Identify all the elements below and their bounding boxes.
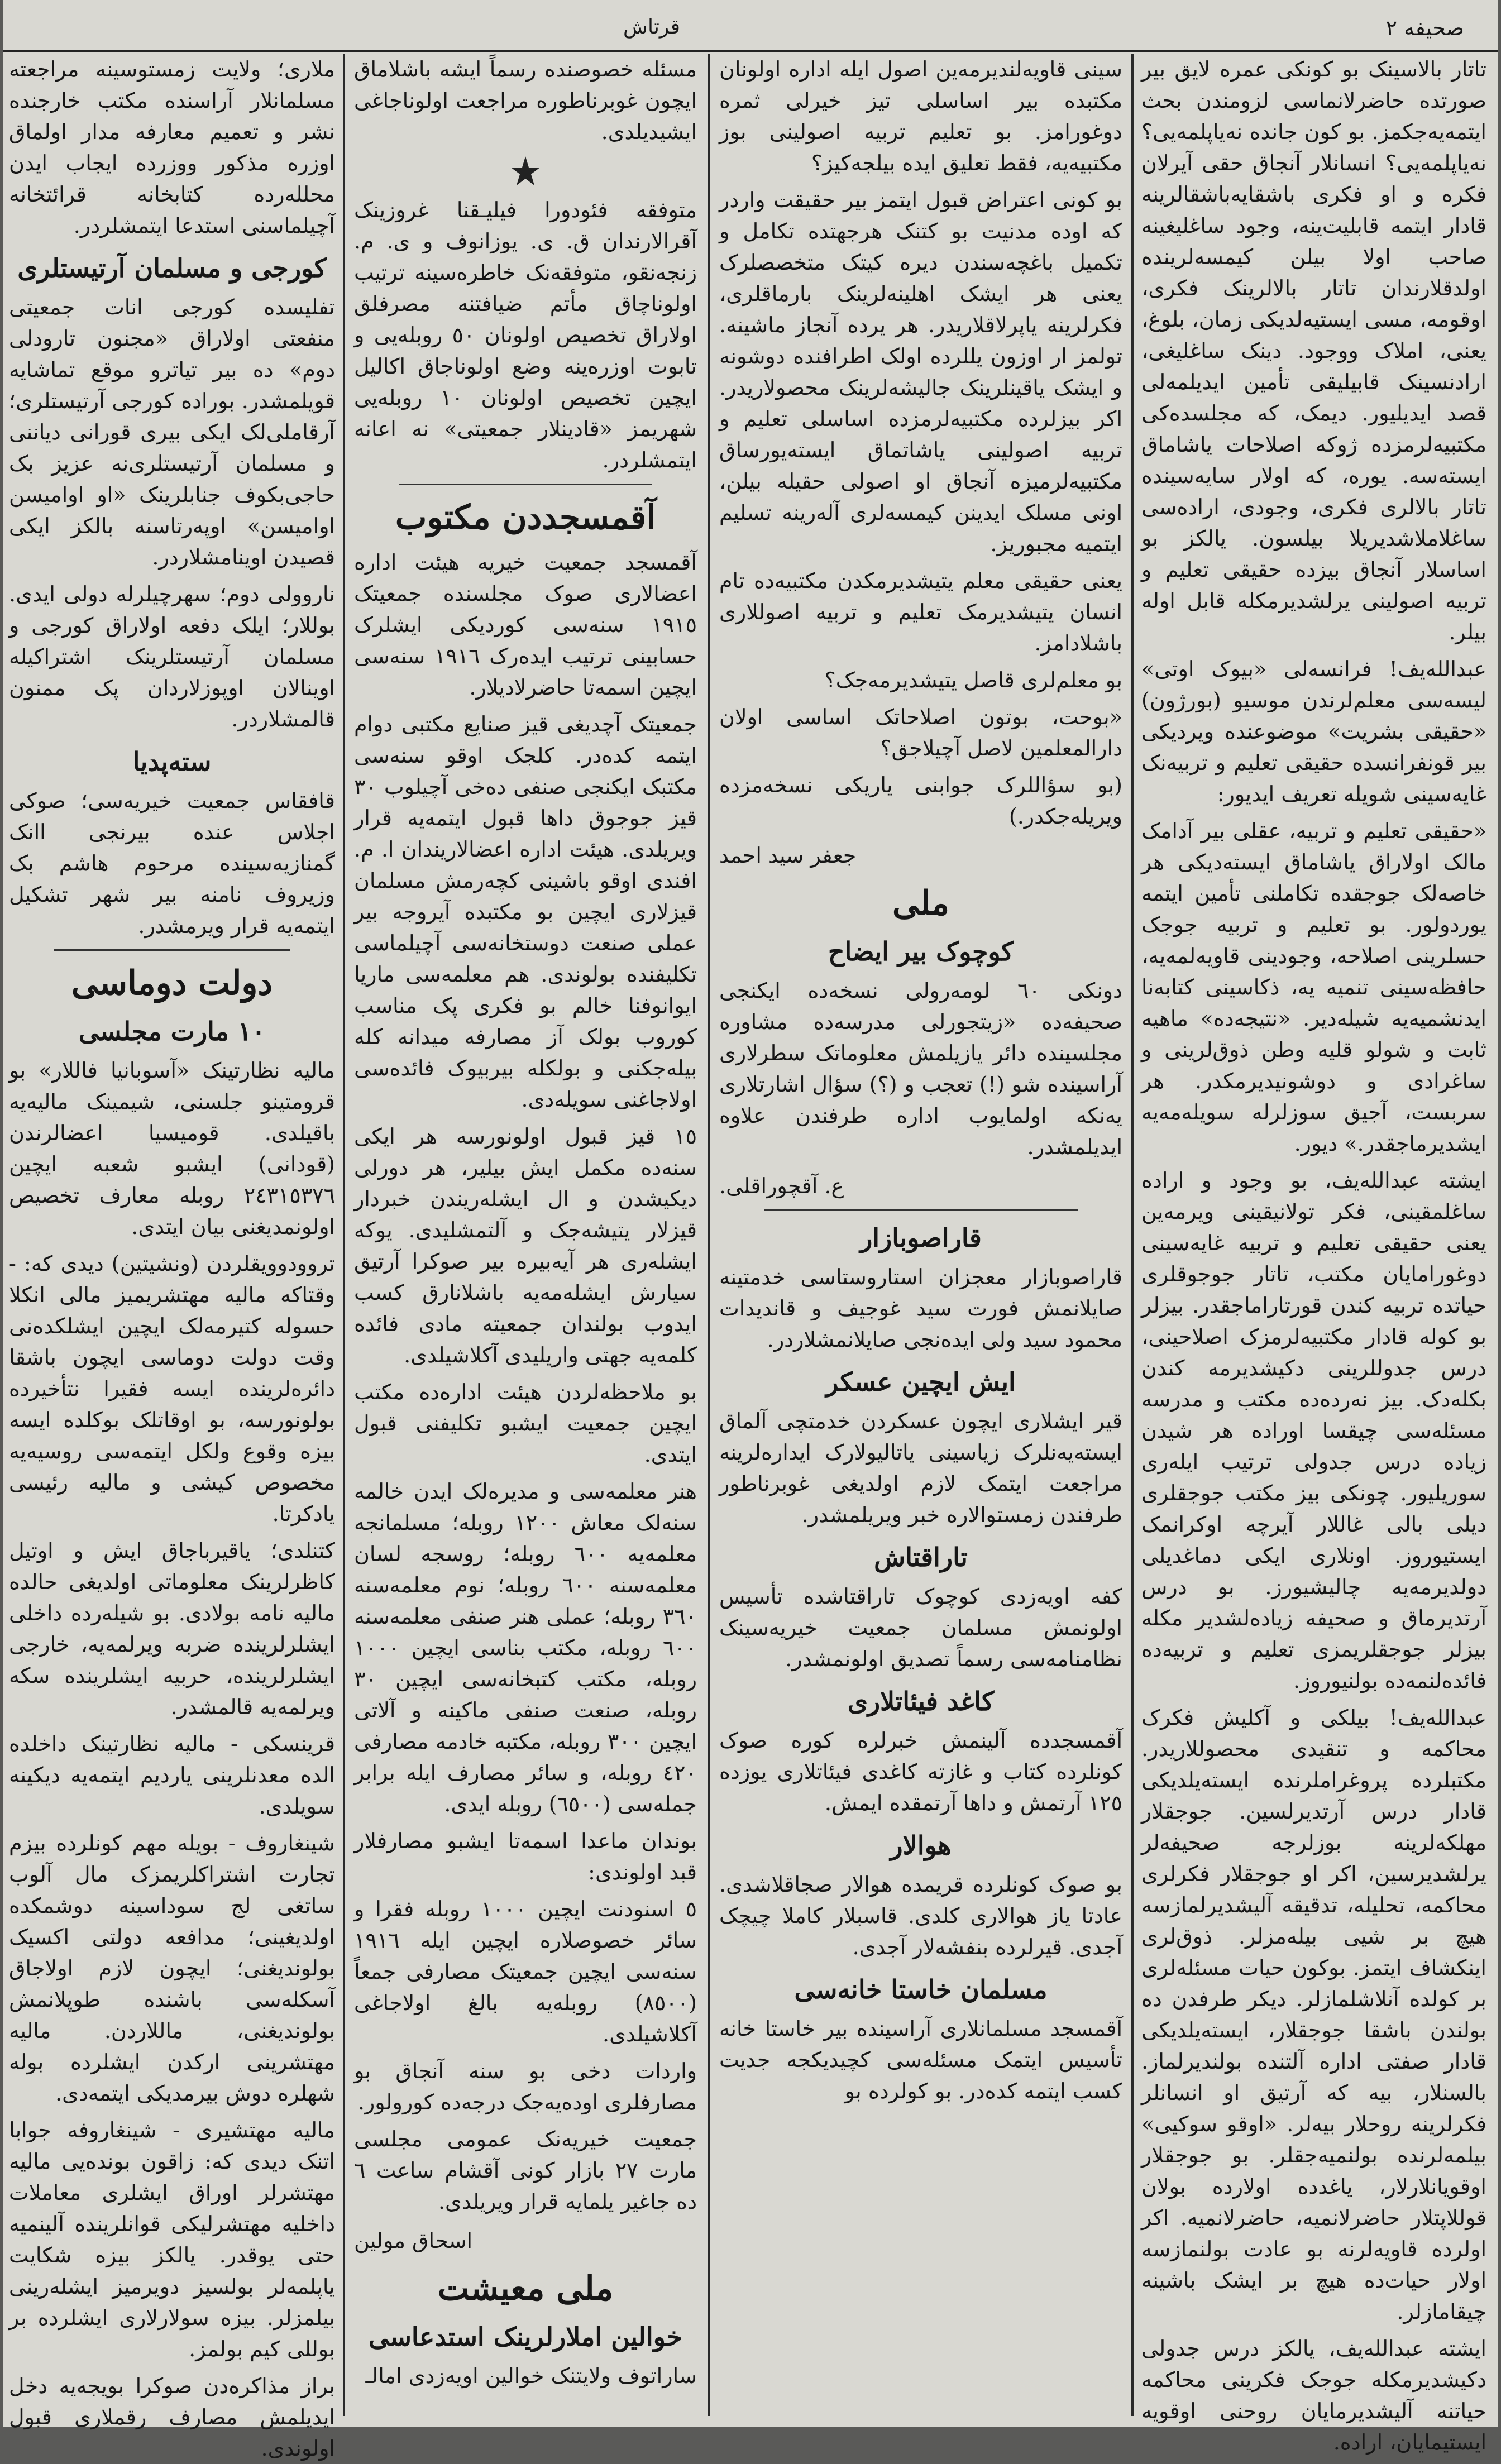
page-header — [3, 0, 1498, 52]
duma-paragraph-1: مالیه نظارتینک «آسوبانیا فاللار» بو قرومتینو جلسنی، شیمینک مالیه‌یه باقیلدی. قومیسیا اعضالرندن (قودانی) ایشبو شعبه ایچین ٢٤٣١٥٣٧٦ روبله معارف تخصیص اولونمدیغنی بیان ایتدی. — [9, 1058, 335, 1239]
duma-paragraph-7: براز مذاکره‌دن صوکرا بویجه‌یه دخل ایدیلمش مصارف رقملاری قبول اولوندی. — [9, 2374, 335, 2461]
ornament-heading: ملی — [892, 884, 949, 923]
col4-paragraph-1: ملاری؛ ولایت زمستوسینه مراجعته مسلمانلار آراسنده مکتب خارجنده نشر و تعمیم معارفه مدار اولماق اوزره مذکور ووزرده ایجاب ایدن محلله‌رده کتابخانه قرائتخانه آچیلماسنی استدعا ایتمشلردر. — [9, 57, 335, 238]
letter-paragraph-7: ٥ اسنودنت ایچین ١٠٠٠ روبله فقرا و سائر خصوصلاره ایچین ایله ١٩١٦ سنه‌سی ایچین جمعیتک مصارفی جمعاً (٨٥٠٠) روبله‌یه بالغ اولاجاغی آکلاشیلدی. — [354, 1897, 697, 2046]
national-economy-title: ملی معیشت — [437, 2269, 614, 2308]
soldier-text: قیر ایشلاری ایچون عسکردن خدمتچی آلماق ایسته‌یه‌نلرک زیاسینی یاتالیولارک ایداره‌لرینه مراجعت ایتمک لازم اولدیغی غوبرنا‌طور طرفندن زمستوالاره خبر ویریلمشدر. — [719, 1409, 1122, 1527]
col1-paragraph-5: عبدالله‌یف! بیلکی و آکلیش فکرک محاکمه و تنقیدی محصوللاریدر. مکتبلرده پروغراملرنده ایسته‌یلدیکی قادار درس آرتدیرلسین. جوجقلار مهلکه‌لرینه بوزلرجه صحیفه‌لر یرلشدیرسین، اکر او جوجقلار فکرلری محاکمه، تحلیله، تدقیقه آلیشدیرلمازسه هیچ بر شیی بیله‌مزلر. ذوق‌لری اینکشاف ایتمز. بوکون حیات مسئله‌لری بر کولده آنلاشلمازلر. دیکر طرفدن ده بولندن باشقا جوجقلار، ایسته‌یلدیکی قادار صفتی اداره آلتنده بولندیرلماز. بالسنلار، بیه که آرتیق او انسانلر فکرلرینه روحلار بیه‌لر. «اوقو سوکیی» بیلمه‌لرنده بولنمیه‌جقلر. بو جوجقلار اوقویانلارلار، یاغدده اولارده بولان قوللاپتلار حاضرلانمیه، حاضرلانمیه. اکر اولرده قاویه‌لرنه بو عادت بولنمازسه اولار حیات‌ده هیچ بر ایشک باشینه چیقامازلر. — [1141, 1705, 1486, 2324]
section-divider — [54, 949, 290, 951]
section-divider — [764, 1209, 1078, 1211]
decorative-star-icon — [509, 154, 542, 188]
letter-title: آقمسجددن مکتوب — [395, 498, 656, 537]
letter-signature: اسحاق مولین — [354, 2228, 473, 2253]
georgian-artists-text: تفلیسده کورجی انات جمعیتی منفعتی اولاراق «مجنون تارودلی دوم» ده بیر تیاترو موقع تماشایه قویلمشدر. بو‌راده کورجی آرتیستلری؛ آرقاملی‌لک ایکی بیری قورانی دیاننی و مسلمان آرتیستلری‌نه عزیز بک حاجی‌بکوف جنابلرینک «او اوامیسن اوامیسن» اوپه‌رتاسنه بالکز ایکی قصیدن اوینامشلاردر. — [9, 295, 335, 570]
taraktash-title: تاراقتاش — [874, 1542, 968, 1572]
column-1 — [1141, 54, 1486, 2455]
paper-prices-text: آقمسجدده آلینمش خبرلره کوره صوک کونلرده کتاب و غازته کاغدی فیئاتلاری یوزده ١٢٥ آرتمش و داها آرتمقده ایمش. — [719, 1728, 1122, 1815]
duma-paragraph-3: کتنلدی؛ یاقیرباجاق ایش و اوتیل کاظرلرینک معلوماتی اولدیغی حالده مالیه نامه بولادی. بو شیله‌رده داخلی ایشلرلرینده ضربه ویرلمه‌یه، خارجی ایشلرلرینده، حربیه ایشلرینده سکه ویرلمه‌یه قالمشدر. — [9, 1538, 335, 1719]
col1-paragraph-6: ایشته عبدالله‌یف، یالکز درس جدولی دکیشدیرمکله جوجک فکرینی محاکمه حیاتنه آلیشدیرمایان روحنی اوقویه ایستیمایان، اراده. — [1141, 2336, 1486, 2455]
taraktash-text: کفه اویه‌زدی کوچوک تاراقتاشده تأسیس اولونمش مسلمان جمعیت خیریه‌سینک نظامنامه‌سی رسماً تصدیق اولونمشدر. — [719, 1584, 1122, 1671]
hospital-text: آقمسجد مسلمانلاری آراسینده بیر خاستا خانه تأسیس ایتمک مسئله‌سی کچیدیکجه جدیت کسب ایتمه کده‌در. بو کولرده بو — [719, 2016, 1122, 2103]
duma-paragraph-4: قرینسکی - مالیه نظارتینک داخلده الده معدنلرینی یاردیم ایتمه‌یه دیکینه سویلدی. — [9, 1731, 335, 1819]
clarification-signature: ع. آقچوراقلی. — [719, 1174, 844, 1198]
column-3 — [354, 54, 697, 2416]
duma-paragraph-2: تروودوویقلردن (ونشیتین) دیدی که: - وقتاکه مالیه مهتشریمیز مالی انکلا حسوله کتیرمه‌لک ایچین ایشلکده‌نی وقت دولت دوماسی ایچون باشقا دائره‌لرینده ایسه فقیرا نتأخیرده بولونورسه، بو اوقاتلک بوکلده ایسه بیزه وقوع ولکل ایتمه‌سی روسیه‌یه مخصوص کیشی و مالیه رئیسی یادکرتا. — [9, 1251, 335, 1526]
state-duma-title: دولت دوماسی — [71, 964, 273, 1003]
page-number: صحیفه ٢ — [1385, 16, 1464, 40]
weather-text: بو صوک کونلرده قریمده هوالار صجاقلاشدی. عادتا یاز هوالاری کلدی. قاسبلار کاملا چیچک آجدی. قیرلرده بنفشه‌لار آجدی. — [719, 1872, 1122, 1959]
georgian-artists-text-2: ناروولی دوم؛ سهرچیلرله دولی ایدی. بوللار؛ ایلک دفعه اولاراق کورجی و مسلمان آرتیستلرینک اشتراکیله اوینالان اوپوزلاردان پک ممنون قالمشلاردر. — [9, 582, 335, 731]
col2-paragraph-4: بو معلم‌لری قاصل یتیشدیرمه‌جک؟ — [824, 668, 1122, 692]
karasubazar-text: قاراصوبازار معجزان استاروستاسی خدمتینه صایلانمش فورت سید غوجیف و قاندیدات محمود سید ولی ایده‌نجی صایلانمشلاردر. — [719, 1265, 1122, 1352]
duma-paragraph-5: شینغاروف - بویله مهم کونلرده بیزم تجارت اشتراکلریمزک مال آلوب ساتغی لج سوداسینه دوشمکده اولدیغینی؛ مدافعه دولتی اکسیک بولوندیغنی؛ ایچون لازم اولاجاق آسکله‌سی باشنده طوپلانمش بولوندیغنی، ماللاردن. مالیه مهتشرینی ارکدن ایشلرده بوله شهلره دوش بیرمدیکی ایتمه‌دی. — [9, 1831, 335, 2106]
clarification-title: کوچوک بیر ایضاح — [828, 936, 1014, 967]
hospital-title: مسلمان خاستا خانه‌سی — [794, 1974, 1048, 2004]
sevastopol-title: سته‌پدیا — [132, 747, 212, 777]
col2-paragraph-3: یعنی حقیقی معلم یتیشدیرمکدن مکتبیه‌ده تام انسان یتیشدیرمک تعلیم و تربیه اصوللاری باشلادامز. — [719, 568, 1122, 656]
georgian-artists-title: کورجی و مسلمان آرتیستلری — [17, 253, 327, 283]
newspaper-name: قرتاش — [623, 16, 681, 39]
sevastopol-text: قافقاس جمعیت خیریه‌سی؛ صوکی اجلاس عنده بیرنجی اانک گمنازیه‌سینده مرحوم هاشم بک وزیروف نامنه بیر شهر تشکیل ایتمه‌یه قرار ویرمشدر. — [9, 788, 335, 938]
col2-paragraph-1: سینی قاویه‌لندیرمه‌ین اصول ایله اداره اولونان مکتبده بیر اساسلی تیز خیرلی ثمره دوغورامز. بو تعلیم تربیه اصولینی بوز مکتبیه‌یه، فقط تعلیق ایده بیلجه‌کیز؟ — [719, 57, 1122, 175]
column-4 — [9, 54, 335, 2461]
clarification-text: دونکی ٦٠ لومه‌رولی نسخه‌ده ایکنجی صحیفه‌ده «زیتجورلی مدرسه‌ده مشاوره مجلسینده دائر یازیلمش معلوماتک سطرلاری آراسینده شو (!) تعجب و (؟) سؤال اشارتلاری یه‌نکه اولمایوب اداره طرفندن علاوه ایدیلمشدر. — [719, 978, 1122, 1159]
col1-paragraph-2: عبدالله‌یف! فرانسه‌لی «بیوک اوتی» لیسه‌سی معلم‌لرندن موسیو (بورژون) «حقیقی بشریت» موضوعنده ویردیکی بیر قونفرانسده حقیقی تعلیم و تربیه‌نک غایه‌سینی شویله تعریف ایدیور: — [1141, 657, 1486, 806]
section-divider — [399, 484, 652, 485]
khvalyn-petition-text: ساراتوف ولایتنک خوالین اویه‌زدی امالـ — [365, 2363, 697, 2388]
col3-paragraph-2: متوفقه فئودورا فیلیـقنا غروزینک آقرالارندان ق. ی. یوزانوف و ی. م. زنجه‌نقو، متوفقه‌نک خاطره‌سینه ترتیب اولوناچاق مأتم ضیافتنه مصرفلق اولاراق تخصیص اولونان ٥٠ روبله‌یی و تابوت اوزره‌ینه وضع اولوناجاق اکالیل ایچین تخصیص اولونان ١٠ روبله‌یی شهریمز «قادینلار جمعیتی» نه اعانه ایتمشلردر. — [354, 198, 697, 472]
letter-paragraph-2: جمعیتک آچدیغی قیز صنایع مکتبی دوام ایتمه کده‌در. کلجک اوقو سنه‌سی مکتبک ایکنجی صنفی ده‌خی آچیلوب ٣٠ قیز جوجوق داها قبول ایتمه‌یه قرار ویریلدی. هیئت اداره اعضالاریندان ا. م. افندی اوقو باشینی کچه‌رمش مسلمان قیزلاری ایچین بو مکتبده آیروجه بیر عملی صنعت دوستخانه‌سی آچیلماسی تکلیفنده بولوندی. هم معلمه‌سی ماریا ایوانوفنا خالم بو فکری پک مناسب کوروب بولک آز مصارفه میدانه کله بیله‌جکنی و بولکله بیربیوک فائده‌سی اولاجاغنی سویله‌دی. — [354, 712, 697, 1112]
article-author: جعفر سید احمد — [719, 843, 857, 868]
col2-paragraph-6: (بو سؤاللرک جوابنی یاریکی نسخه‌مزده ویریله‌جکدر.) — [719, 773, 1122, 829]
weather-title: هوالار — [890, 1830, 952, 1860]
letter-paragraph-3: ١٥ قیز قبول اولونورسه هر ایکی سنه‌ده مکمل ایش بیلیر، هر دورلی دیکیشدن و ال ایشله‌ریندن خبردار قیزلار یتیشه‌جک و آلتمشلیدی. یوکه ایشله‌ری هر آیه‌بیره بیر صوکرا آرتیق سیارش ایشله‌مه‌یه باشلانارق کسب ایدوب بولندان جمعیته مادی فائده کلمه‌یه جهتی واریلیدی آکلاشیلدی. — [354, 1124, 697, 1367]
duma-session-date: ١٠ مارت مجلسی — [78, 1016, 266, 1046]
column-divider — [708, 54, 710, 2416]
paper-prices-title: کاغد فیئاتلاری — [847, 1686, 995, 1716]
letter-paragraph-1: آقمسجد جمعیت خیریه هیئت اداره اعضالاری صوک مجلسنده جمعیتک ١٩١٥ سنه‌سی کوردیکی ایشلرک حسابینی ترتیب ایده‌رک ١٩١٦ سنه‌سی ایچین اسمه‌تا حاضرلادیلار. — [354, 550, 697, 700]
col3-paragraph-1: مسئله خصوصنده رسماً ایشه باشلاماق ایچون غوبرناطوره مراجعت اولوناجاغی ایشیدیلدی. — [354, 57, 697, 144]
column-divider — [343, 54, 345, 2416]
soldier-title: ایش ایچین عسکر — [826, 1367, 1016, 1397]
col2-paragraph-5: «بوحت، بوتون اصلاحاتک اساسی اولان دارالمعلمین لاصل آچیلاجق؟ — [719, 705, 1122, 760]
karasubazar-title: قاراصوبازار — [860, 1223, 982, 1253]
col1-paragraph-3: «حقیقی تعلیم و تربیه، عقلی بیر آدامک مالک اولاراق یاشاماق ایسته‌دیکی هر خاصه‌لک جوجقده تکاملنی تأمین ایتمه یوردولور. بو تعلیم و تربیه جوجک حسلرینی اصلاحه، وجودینی قاویه‌لمه‌یه، حافظه‌سینی تنمیه یه، ذکاسینی کتابه‌نا ایدنشمیه‌یه شیله‌دیر. «نتیجه‌ده» ماهیه ثابت و شولو قلیه وطن ذوق‌لرینی و ساغرادی و دوشونیدیرمکدر. هر سربست، آجیق سوزلرله سویله‌مه‌یه ایشدیرماجقدر.» دیور. — [1141, 819, 1486, 1156]
column-divider — [1131, 54, 1134, 2416]
col1-paragraph-1: تاتار بالاسینک بو کونکی عمره لایق بیر صورتده حاضرلانماسی لزومندن بحث ایتمه‌یه‌جکمز. بو کون جانده نه‌یاپلمه‌یی؟ نه‌یاپلمه‌یی؟ انسانلار آنجاق حقی آیرلان فکره و او فکری باشقا‌یه‌باشقا‌لرینه قادار ایتمه قابلیت‌ینه، وجود ساغلیغینه صاحب اولا بیلن کیمسه‌لرینده اولدقلارندان تاتار بالالرینک فکری، اوقومه، مسی ایستیه‌لدیکی زمان، بلوغ، یعنی، املاک ووجود. دینک ساغلیغی، ارادنسینک قابیلیقی تأمین ایدیلمه‌لی قصد ایدیلیور. دیمک، که مجلسده‌کی مکتبیه‌لرمزده ژوکه اصلاحات یاشاماق ایسته‌سه. یوره، که اولار سایه‌سینده تاتار بالالری فکری، وجودی، اراده‌سی ساغلاملاشدیریلا بیلسون. یالکز بو اساسلار آنجاق بیزده حقیقی تعلیم و تربیه اصولینی یرلشدیرمکله قابل اوله بیلر. — [1141, 57, 1486, 644]
col1-paragraph-4: ایشته عبدالله‌یف، بو وجود و اراده ساغلمقینی، فکر تولانیقینی ویرمه‌ین یعنی حقیقی تعلیم و تربیه غایه‌سینی دوغورامایان مکتب، تاتار جوجوقلری حیاتده تربیه کندن قورتاراماجقدر. بیزلر بو کوله قادار مکتبیه‌لرمزک اصلاحینی، درس جدوللرینی دکیشدیرمه کندن بکله‌دک. بیز نه‌رده‌ده مکتب و مدرسه مسئله‌سی چیقسا اوراده هر شیدن زیاده درس جدولی ترتیب ایله‌ری سوریلیور. چونکی بیز مکتب جوجقلری دیلی بالی غاللار آیرچه اوکرانمک ایستیوروز. اونلاری ایکی دماغدیلی دولدیرمه‌یه چالیشیورز. بو درس آرتدیرماق و صحیفه زیاده‌لشدیر مکله بیزلر جوجقلریمزی تعلیم و تربیه‌ده فائده‌لنمه‌ده بولنیوروز. — [1141, 1168, 1486, 1693]
column-2 — [719, 54, 1122, 2416]
letter-paragraph-5: هنر معلمه‌سی و مدیره‌لک ایدن خالمه سنه‌لک معاش ١٢٠٠ روبله؛ مسلمانجه معلمه‌یه ٦٠٠ روبله؛ روسجه لسان معلمه‌سنه ٦٠٠ روبله؛ نوم معلمه‌سنه ٣٦٠ روبله؛ عملی هنر صنفی معلمه‌سنه ٦٠٠ روبله، مکتب بناسی ایچین ١٠٠٠ روبله، مکتب کتبخانه‌سی ایچین ٣٠ روبله، صنعت صنفی ماکینه و آلاتی ایچین ٣٠٠ روبله، مکتبه خادمه مصارفی ٤٢٠ روبله، و سائر مصارف ایله برابر جمله‌سی (٦٥٠٠) روبله ایدی. — [354, 1479, 697, 1816]
col2-paragraph-2: بو کونی اعتراض قبول ایتمز بیر حقیقت واردر که اوده مدنیت بو کتنک هرجهتده تکامل و تکمیل باغچه‌سندن دیره کیتک متخصصلرک یعنی هر ایشک اهلینه‌لرینک بارماقلری، فکرلرینه یاپرلاقلاریدر. هر یرده آنجاز ماشینه. تولمز ار اوزون یللرده اولک اطرافنده دوشونه و ایشک یاقینلرینک جالیشه‌لرینک محصولاریدر. اکر بیزلرده مکتبیه‌لرمزده اساسلی تعلیم و تربیه اصولینی یاشاتماق ایسته‌یورساق مکتبیه‌لرمیزه آنجاق او اصولی حقیله بیلن، اونی مسلک ایدینن کیمسه‌لری آله‌رینه تسلیم ایتمیه مجبوریز. — [719, 188, 1122, 556]
letter-paragraph-8: واردات دخی بو سنه آنجاق بو مصارفلری اوده‌یه‌جک درجه‌ده کورولور. — [354, 2059, 697, 2114]
letter-paragraph-6: بوندان ماعدا اسمه‌تا ایشبو مصارفلار قبد اولوندی: — [354, 1829, 697, 1884]
khvalyn-petition-title: خوالین املارلرینک استدعاسی — [369, 2322, 682, 2352]
letter-paragraph-9: جمعیت خیریه‌نک عمومی مجلسی مارت ٢٧ بازار کونی آقشام ساعت ٦ ده جاغیر یلمایه قرار ویریلدی. — [354, 2127, 697, 2214]
newspaper-page — [3, 0, 1498, 2461]
letter-paragraph-4: بو ملاحظه‌لردن هیئت اداره‌ده مکتب ایچین جمعیت ایشبو تکلیفنی قبول ایتدی. — [354, 1380, 697, 1467]
duma-paragraph-6: مالیه مهتشیری - شینغاروفه جوابا اتنک دیدی که: زاقون بونده‌یی مالیه مهتشرلر اوراق ایشلری معاملات داخلیه مهتشرلیکی قوانلرینده آلینمیه حتی یوقدر. یالکز بیزه شکایت یاپلمه‌لر بولسیز دویرمیز ایشله‌رینی بیلمزلر. بیزه سولارلاری ایشلرده بر بوللی کیم بولمز. — [9, 2118, 335, 2361]
